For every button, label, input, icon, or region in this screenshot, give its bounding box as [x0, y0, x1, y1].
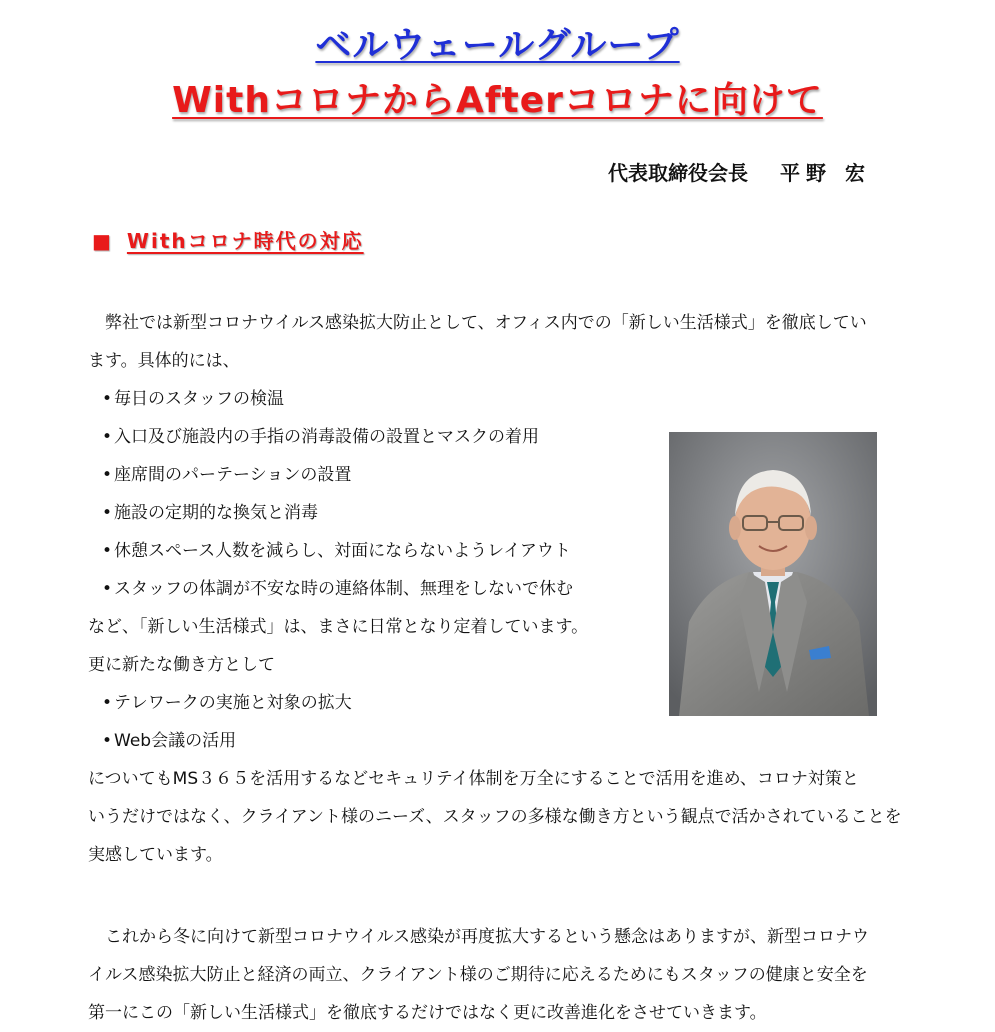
- paragraph-line: イルス感染拡大防止と経済の両立、クライアント様のご期待に応えるためにもスタッフの健康と安全を: [88, 965, 868, 985]
- author-role: 代表取締役会長: [608, 161, 749, 185]
- section-heading-text: Withコロナ時代の対応: [126, 229, 364, 253]
- paragraph-line: これから冬に向けて新型コロナウイルス感染が再度拡大するという懸念はありますが、新型コロナウ: [105, 927, 869, 947]
- paragraph-line: いうだけではなく、クライアント様のニーズ、スタッフの多様な働き方という観点で活かされていることを: [88, 807, 902, 827]
- paragraph-line: 弊社では新型コロナウイルス感染拡大防止として、オフィス内での「新しい生活様式」を徹底してい: [105, 313, 867, 333]
- bullet-icon: •: [102, 427, 113, 447]
- paragraph-2: [88, 918, 918, 1032]
- bullet-icon: •: [102, 503, 113, 523]
- author-name: 平野 宏: [780, 161, 871, 185]
- paragraph-line: についてもMS３６５を活用するなどセキュリテイ体制を万全にすることで活用を進め、コロナ対策と: [88, 769, 859, 789]
- paragraph-line: ます。具体的には、: [88, 351, 240, 371]
- paragraph-line: 更に新たな働き方として: [88, 655, 275, 675]
- list-item-text: Web会議の活用: [114, 731, 237, 751]
- list-item: [88, 380, 918, 418]
- list-item-text: 入口及び施設内の手指の消毒設備の設置とマスクの着用: [114, 427, 540, 447]
- title-group: [0, 22, 995, 126]
- bullet-icon: •: [102, 389, 113, 409]
- paragraph-line: 実感しています。: [88, 845, 223, 865]
- paragraph-line: など、「新しい生活様式」は、まさに日常となり定着しています。: [88, 617, 589, 637]
- list-item-text: テレワークの実施と対象の拡大: [114, 693, 352, 713]
- list-item-text: 施設の定期的な換気と消毒: [114, 503, 319, 523]
- bullet-icon: •: [102, 465, 113, 485]
- list-item: [88, 722, 918, 760]
- section-heading: [92, 226, 364, 256]
- list-item-text: 毎日のスタッフの検温: [114, 389, 285, 409]
- author-line: [608, 158, 871, 188]
- list-item-text: 座席間のパーテーションの設置: [114, 465, 352, 485]
- bullet-icon: •: [102, 579, 113, 599]
- bullet-icon: •: [102, 541, 113, 561]
- chairman-portrait: [669, 432, 877, 716]
- bullet-icon: •: [102, 731, 113, 751]
- page-title: ベルウェールグループ: [315, 25, 680, 66]
- paragraph-line: 第一にこの「新しい生活様式」を徹底するだけではなく更に改善進化をさせていきます。: [88, 1003, 767, 1023]
- square-bullet-icon: ■: [92, 229, 113, 253]
- page-subtitle: WithコロナからAfterコロナに向けて: [172, 80, 823, 121]
- bullet-icon: •: [102, 693, 113, 713]
- list-item-text: スタッフの体調が不安な時の連絡体制、無理をしないで休む: [114, 579, 574, 599]
- list-item-text: 休憩スペース人数を減らし、対面にならないようレイアウト: [114, 541, 571, 561]
